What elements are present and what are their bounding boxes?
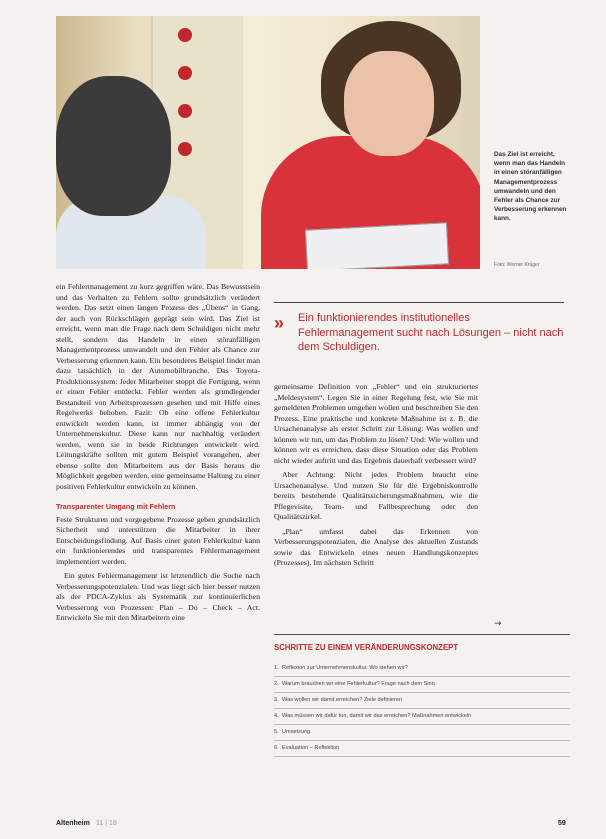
red-dot-decoration (178, 28, 192, 42)
step-number: 2. (274, 681, 279, 687)
woman-face (344, 51, 434, 156)
body-paragraph: ein Fehlermanagement zu kurz gegriffen wäre. Das Bewusstsein und das Verhalten zu Fehlern sollte grundsätzlich verändert werden. Das setzt einen langen Prozess des „Übens“ in Gang, der auch von Rückschlägen geprägt sein wird. Das Ziel ist erreicht, wenn man die Frage nach dem Schuldigen nicht mehr stellt, sondern das Handeln in einen störanfälligen Managementprozess umwandelt und den Fehler als Chance zur Verbesserung erkennen kann. Ein besonderes Beispiel findet man dazu tatsächlich in der Automobilbranche. Das Toyota-Produktionssystem: Jeder Mitarbeiter stoppt die Fertigung, wenn er einen Fehler entdeckt. Fehler werden als grundlegender Bestandteil von Arbeitsprozessen gesehen und mit Hilfe eines Regelwerks behoben. Fazit: Ob eine offene Fehlerkultur entwickelt werden kann, ist immer abhängig von der Unternehmenskultur. Diese kann nur nachhaltig verändert werden, wenn sie in beide Richtungen entwickelt wird. Leitungskräfte sollten mit gutem Beispiel vorangehen, aber ebenso sollte den Mitarbeitern aus der Basis heraus die Möglichkeit gegeben werden, eine gemeinsame Haltung zu einer positiven Fehlerkultur entwickeln zu können. (56, 282, 260, 491)
step-item (274, 677, 570, 693)
body-paragraph: Aber Achtung: Nicht jedes Problem braucht eine Ursachenanalyse. Und nutzen Sie für die Ergebniskontrolle bereits bestehende Qualitätssicherungsmaßnahmen, wie die Pflegevisite, Team- und Fallbesprechung oder den Qualitätszirkel. (274, 470, 478, 521)
step-item (274, 693, 570, 709)
red-dot-decoration (178, 66, 192, 80)
issue-number: 11 | 18 (96, 820, 117, 827)
red-dot-decoration (178, 104, 192, 118)
article-photo (56, 16, 480, 269)
quote-mark-icon: » (274, 313, 285, 333)
step-number: 1. (274, 665, 279, 671)
step-item (274, 709, 570, 725)
step-text: Was wollen wir damit erreichen? Ziele definieren (282, 697, 403, 703)
red-dot-decoration (178, 142, 192, 156)
man-head (56, 76, 171, 216)
step-number: 5. (274, 729, 279, 735)
folder (305, 222, 449, 269)
steps-box-title: SCHRITTE ZU EINEM VERÄNDERUNGSKONZEPT (274, 643, 459, 652)
body-paragraph: Ein gutes Fehlermanagement ist letztendlich die Suche nach Verbesserungspotenzialen. Und was liegt sich hier besser nutzen als der PDCA-Zyklus als Systematik zur kontinuierlichen Verbesserung von Prozessen: Plan – Do – Check – Act. Entwickeln Sie mit den Mitarbeitern eine (56, 571, 260, 622)
step-item (274, 725, 570, 741)
step-text: Umsetzung (282, 729, 311, 735)
right-column (274, 382, 478, 573)
steps-box (274, 634, 570, 757)
page-number: 59 (558, 820, 566, 827)
continue-arrow-icon: → (494, 619, 502, 629)
section-subhead: Transparenter Umgang mit Fehlern (56, 502, 176, 511)
pull-quote (274, 302, 564, 355)
left-column (56, 282, 260, 628)
pull-quote-text: Ein funktionierendes institutionelles Fehlermanagement sucht nach Lösungen – nicht nach dem Schuldigen. (298, 312, 564, 353)
body-paragraph: gemeinsame Definition von „Fehler“ und ein strukturiertes „Meldesystem“. Legen Sie in einer Regelung fest, wie Sie mit gemeldeten Problemen umgehen wollen und beschreiben Sie den Prozess. Eine praktische und konkrete Maßnahme ist z. B. die Ursachenanalyse als erster Schritt zur Lösung: Was wollen und können wir tun, um das Problem zu lösen? Und: Wie wollen und können wir es erreichen, dass diese Situation oder das Problem nicht wieder auftritt und das Ergebnis dauerhaft verbessert wird? (274, 382, 478, 465)
photo-caption: Das Ziel ist erreicht, wenn man das Handeln in einen störanfälligen Managementprozess umwandeln und den Fehler als Chance zur Verbesserung erkennen kann. (494, 151, 567, 223)
magazine-name: Altenheim (56, 820, 90, 827)
photo-credit: Foto: Werner Krüger (494, 262, 540, 268)
body-paragraph: Feste Strukturen und vorgegebene Prozesse geben grundsätzlich Sicherheit und unterstützen die Mitarbeiter in ihrer Entscheidungsfindung. Auf Basis einer guten Fehlerkultur kann ein funktionierendes und transparentes Fehlermanagement implementiert werden. (56, 514, 260, 566)
step-text: Evaluation – Reflektion (282, 745, 340, 751)
step-text: Was müssen wir dafür tun, damit wir das erreichen? Maßnahmen entwickeln (282, 713, 472, 719)
body-paragraph: „Plan“ umfasst dabei das Erkennen von Verbesserungspotenzialen, die Analyse des aktuellen Zustands sowie das Entwickeln eines neuen Handlungskonzeptes (Prozesses). Im nächsten Schritt (274, 526, 478, 567)
step-item (274, 661, 570, 677)
step-text: Warum brauchen wir eine Fehlerkultur? Frage nach dem Sinn (282, 681, 435, 687)
step-number: 6. (274, 745, 279, 751)
step-number: 4. (274, 713, 279, 719)
step-number: 3. (274, 697, 279, 703)
step-text: Reflexion zur Unternehmenskultur. Wo stehen wir? (282, 665, 408, 671)
step-item (274, 741, 570, 757)
